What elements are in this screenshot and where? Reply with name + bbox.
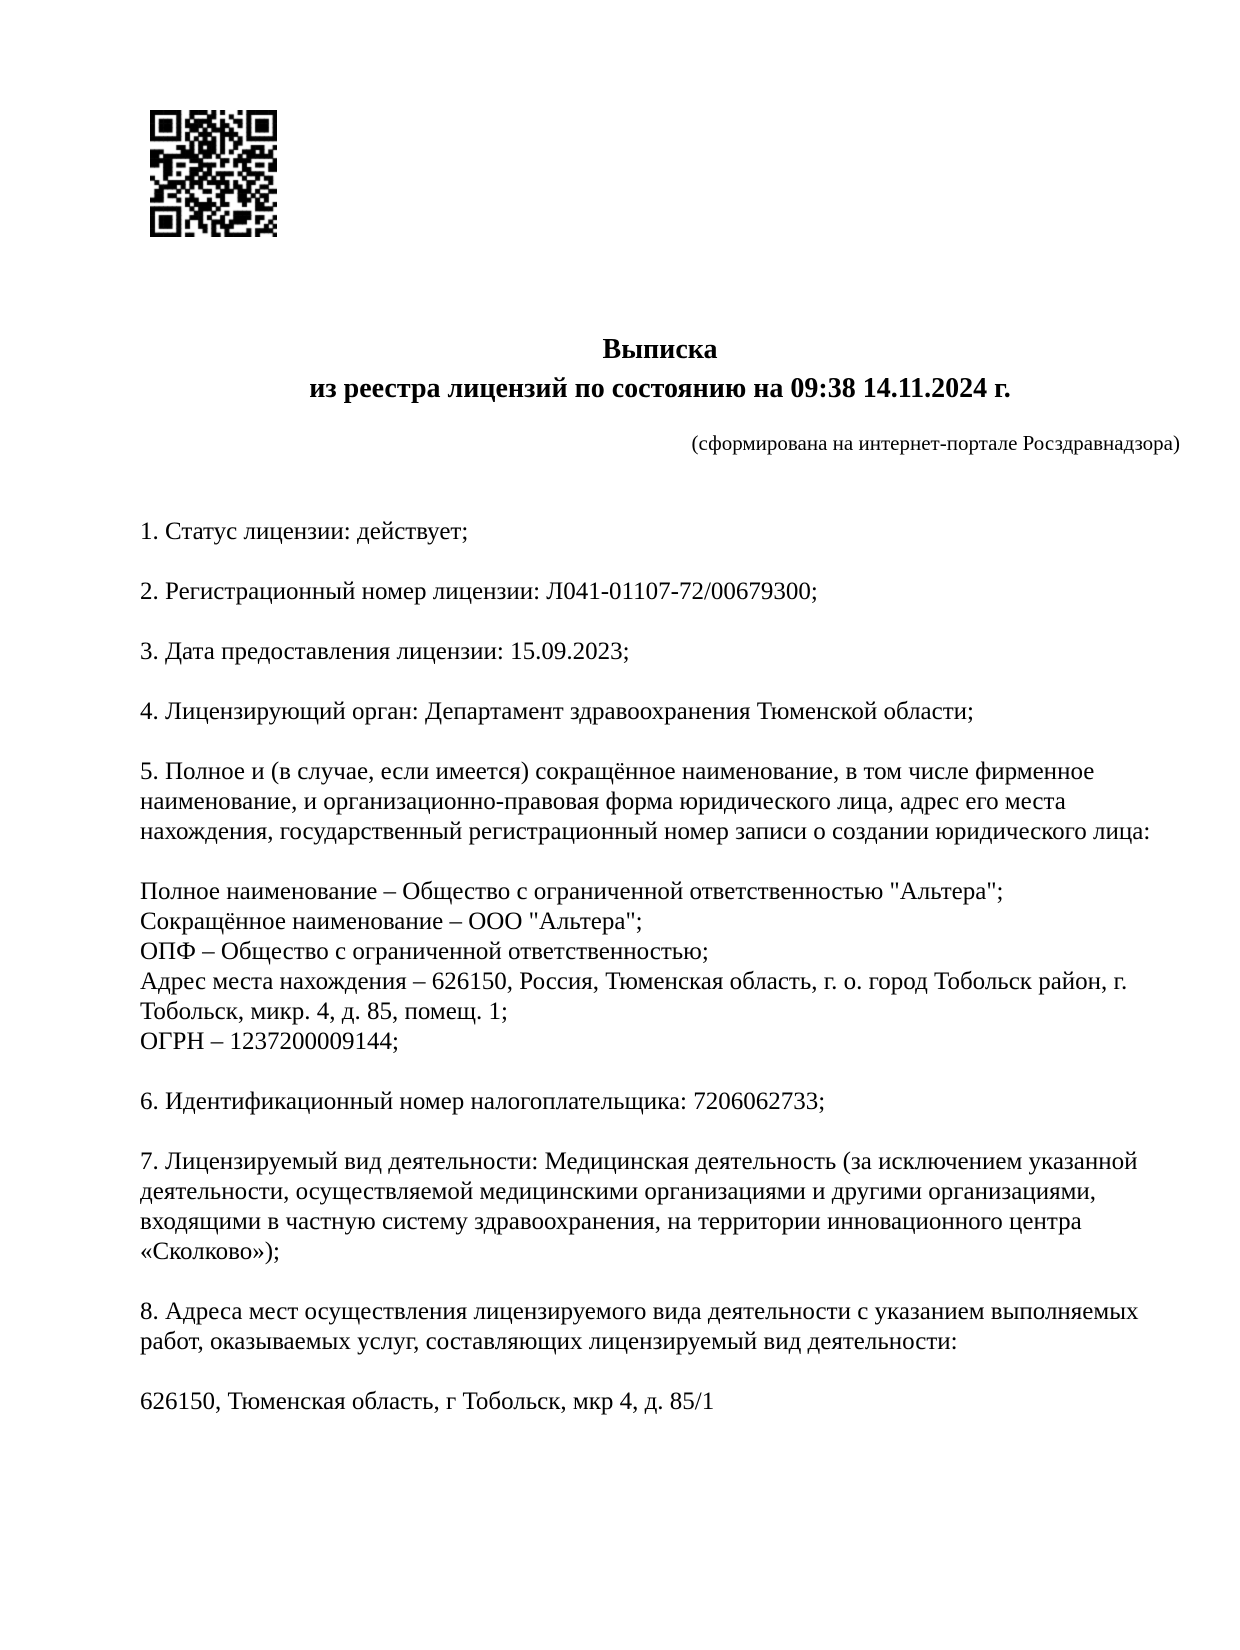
- license-status: [140, 517, 1190, 547]
- paragraph-line: нахождения, государственный регистрационный номер записи о создании юридического лица:: [140, 818, 1151, 845]
- taxpayer-number: [140, 1087, 1190, 1117]
- paragraph-line: входящими в частную систему здравоохранения, на территории инновационного центра: [140, 1208, 1082, 1235]
- paragraph-line: 8. Адреса мест осуществления лицензируемого вида деятельности с указанием выполняемых: [140, 1298, 1139, 1325]
- paragraph-line: ОГРН – 1237200009144;: [140, 1028, 399, 1055]
- title-line-1: Выписка: [602, 334, 718, 365]
- paragraph-line: 5. Полное и (в случае, если имеется) сокращённое наименование, в том числе фирменное: [140, 758, 1095, 785]
- paragraph-line: наименование, и организационно-правовая форма юридического лица, адрес его места: [140, 788, 1066, 815]
- paragraph-line: 4. Лицензирующий орган: Департамент здравоохранения Тюменской области;: [140, 698, 974, 725]
- document-body: [140, 517, 1190, 1447]
- activity-address: [140, 1387, 1190, 1417]
- item5-heading: [140, 757, 1190, 847]
- title-line-2: из реестра лицензий по состоянию на 09:38 14.11.2024 г.: [309, 373, 1011, 404]
- paragraph-line: Адрес места нахождения – 626150, Россия, Тюменская область, г. о. город Тобольск район, г.: [140, 968, 1128, 995]
- license-grant-date: [140, 637, 1190, 667]
- paragraph-line: 626150, Тюменская область, г Тобольск, мкр 4, д. 85/1: [140, 1388, 715, 1415]
- paragraph-line: 3. Дата предоставления лицензии: 15.09.2023;: [140, 638, 630, 665]
- qr-code-icon: [150, 110, 277, 237]
- paragraph-line: 6. Идентификационный номер налогоплательщика: 7206062733;: [140, 1088, 826, 1115]
- item8-heading: [140, 1297, 1190, 1357]
- document-title: [140, 330, 1180, 408]
- paragraph-line: работ, оказываемых услуг, составляющих лицензируемый вид деятельности:: [140, 1328, 958, 1355]
- licensing-authority: [140, 697, 1190, 727]
- paragraph-line: 2. Регистрационный номер лицензии: Л041-01107-72/00679300;: [140, 578, 818, 605]
- paragraph-line: «Сколково»);: [140, 1238, 280, 1265]
- paragraph-line: деятельности, осуществляемой медицинскими организациями и другими организациями,: [140, 1178, 1097, 1205]
- licensed-activity: [140, 1147, 1190, 1267]
- organization-details: [140, 877, 1190, 1057]
- registration-number: [140, 577, 1190, 607]
- paragraph-line: 7. Лицензируемый вид деятельности: Медицинская деятельность (за исключением указанной: [140, 1148, 1138, 1175]
- paragraph-line: ОПФ – Общество с ограниченной ответственностью;: [140, 938, 709, 965]
- paragraph-line: Сокращённое наименование – ООО "Альтера";: [140, 908, 643, 935]
- paragraph-line: Полное наименование – Общество с ограниченной ответственностью "Альтера";: [140, 878, 1004, 905]
- document-subtitle: (сформирована на интернет-портале Росздравнадзора): [691, 431, 1180, 455]
- paragraph-line: 1. Статус лицензии: действует;: [140, 518, 469, 545]
- paragraph-line: Тобольск, микр. 4, д. 85, помещ. 1;: [140, 998, 508, 1025]
